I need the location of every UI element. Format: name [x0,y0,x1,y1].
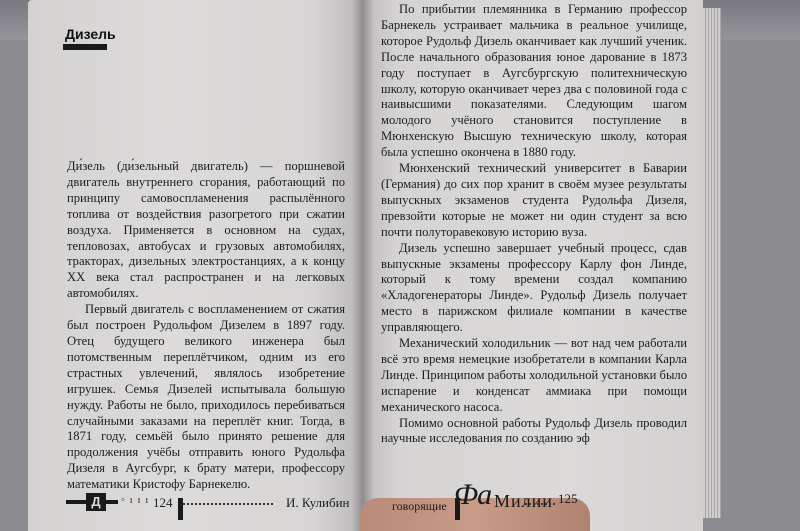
paragraph: Дизель успешно завершает учебный процесс, сдав выпускные экзамены профессору Карлу фон Линде, который к тому времени создал компанию «Хладогенераторы Линде». Рудольф Дизель получает место в парижском филиале компании в качестве управляющего. [381,240,687,335]
page-number-left: 124 [153,495,173,510]
book-gutter [352,0,374,531]
section-title: Дизель [65,26,116,42]
footer-dotted-line [525,503,555,505]
page-number-right: 125 [558,491,578,506]
footer-rule [106,500,118,504]
paragraph: Помимо основной работы Рудольф Дизель проводил научные исследования по созданию эф [381,415,687,446]
right-page-text [381,2,687,447]
footer-dotted-line [183,503,273,505]
footer-series-label: говорящие [392,499,447,513]
footer-marker [178,498,183,520]
paragraph: Ди́зель (ди́зельный двигатель) — поршневой двигатель внутреннего сгорания, работающий по принципу самовоспламенения распылённого топлива от воздействия разогретого при сжатии воздуха. Применяется в основном на судах, тепловозах, автобусах и грузовых автомобилях, тракторах, дизельных электростанциях, а к концу XX века стал распространен и на легковых автомобилях. [67,159,345,301]
series-logo-tail: Милии [494,491,553,511]
series-logo: Фа [454,478,492,511]
paragraph: Первый двигатель с воспламенением от сжатия был построен Рудольфом Дизелем в 1897 году. Отец будущего великого инженера был потомственным переплётчиком, одним из его страстных увлечений, являлось изобретение игрушек. Семья Дизелей испытывала большую нужду. Работы не было, приходилось перебиваться случайными заказами на переплёт книг. Тогда, в 1871 году, семьёй было принято решение для продолжения учёбы отправить юного Рудольфа Дизеля в Аугсбург, к брату матери, профессору математики Кристофу Барнекелю. [67,302,345,492]
paragraph: Механический холодильник — вот над чем работали всё это время немецкие изобретатели в компании Карла Линде. Принципом работы холодильной установки было испарение и конденсат аммиака при помощи механического насоса. [381,336,687,414]
footer-logo-letter: Д [86,493,106,511]
page-edges [703,8,721,518]
footer-author: И. Кулибин [286,495,350,510]
paragraph: По прибытии племянника в Германию профессор Барнекель устраивает мальчика в реальное училище, которое Рудольф Дизель оканчивает как лучший ученик. После начального образования юное дарование в 1873 году поступает в Аугсбургскую политехническую школу, которую оканчивает через два с половиной года с наивысшими показателями. Следующим шагом молодого учёного становится поступление в Мюнхенскую Высшую техническую школу, которая была успешно окончена в 1880 году. [381,2,687,160]
paragraph: Мюнхенский технический университет в Баварии (Германия) до сих пор хранит в своём музее результаты выпускных экзаменов студента Рудольфа Дизеля, превзойти которые не может ни один студент за всю почти полуторавековую историю вуза. [381,161,687,239]
left-page-text [67,159,345,493]
footer-rule [66,500,86,504]
section-title-underline [63,44,107,50]
footer-decoration: ◦ ı ı ı [121,494,150,506]
